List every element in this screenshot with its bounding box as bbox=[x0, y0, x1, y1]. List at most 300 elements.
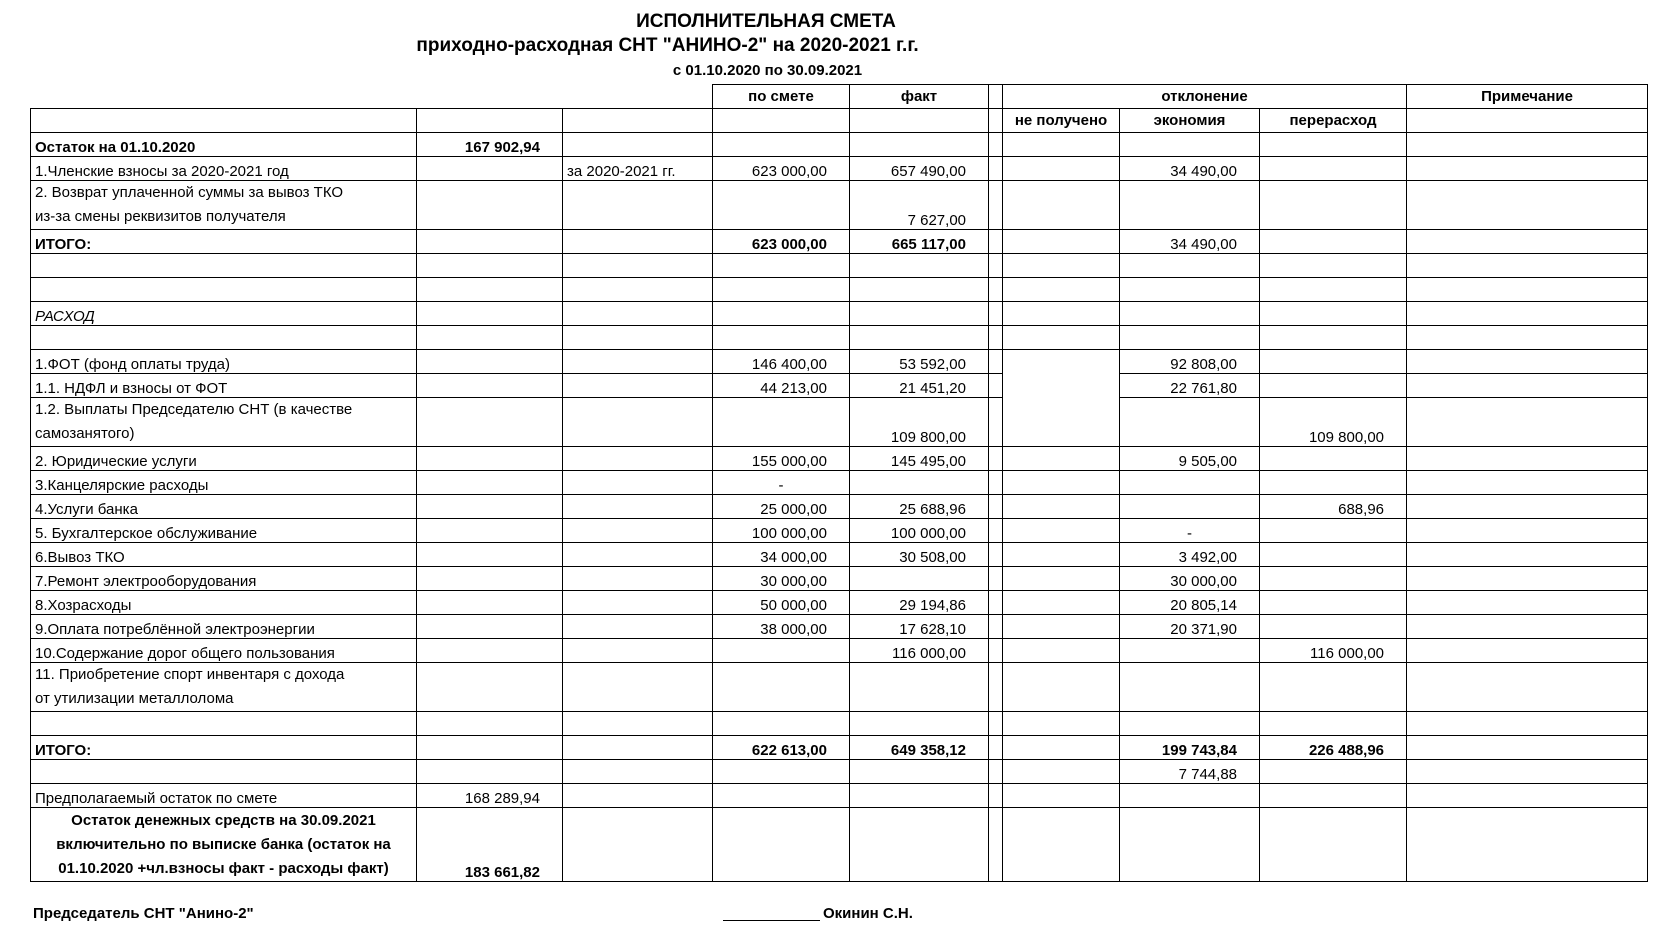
header-row-2 bbox=[31, 109, 1648, 133]
table-row bbox=[31, 447, 1648, 471]
row-label bbox=[31, 398, 417, 447]
expense-total-overrun: 226 488,96 bbox=[1260, 736, 1407, 760]
row-overrun bbox=[1260, 567, 1407, 591]
cell bbox=[1003, 495, 1120, 519]
cell bbox=[563, 109, 713, 133]
table-row bbox=[31, 615, 1648, 639]
row-label: 5. Бухгалтерское обслуживание bbox=[31, 519, 417, 543]
row-savings bbox=[1120, 398, 1260, 447]
col-overrun-header: перерасход bbox=[1260, 109, 1407, 133]
row-plan: - bbox=[713, 471, 850, 495]
cell bbox=[1120, 254, 1260, 278]
cell bbox=[850, 109, 989, 133]
table-row bbox=[31, 639, 1648, 663]
row-label: 9.Оплата потреблённой электроэнергии bbox=[31, 615, 417, 639]
cell bbox=[417, 591, 563, 615]
row-overrun bbox=[1260, 350, 1407, 374]
cell bbox=[1003, 230, 1120, 254]
row-plan: 623 000,00 bbox=[713, 157, 850, 181]
row-fact: 100 000,00 bbox=[850, 519, 989, 543]
income-total-savings: 34 490,00 bbox=[1120, 230, 1260, 254]
opening-balance-label: Остаток на 01.10.2020 bbox=[31, 133, 417, 157]
cell bbox=[31, 278, 417, 302]
row-overrun bbox=[1260, 374, 1407, 398]
cell bbox=[563, 278, 713, 302]
cell bbox=[417, 374, 563, 398]
cell bbox=[1407, 519, 1648, 543]
cell bbox=[850, 808, 989, 882]
cell bbox=[1003, 447, 1120, 471]
row-plan: 155 000,00 bbox=[713, 447, 850, 471]
projected-balance-amount: 168 289,94 bbox=[417, 784, 563, 808]
table-row bbox=[31, 398, 1648, 447]
table-row bbox=[31, 567, 1648, 591]
row-plan bbox=[713, 663, 850, 712]
cell bbox=[1407, 398, 1648, 447]
row-plan: 30 000,00 bbox=[713, 567, 850, 591]
gap-cell bbox=[989, 374, 1003, 398]
row-label-line: 2. Возврат уплаченной суммы за вывоз ТКО bbox=[35, 184, 344, 201]
cell bbox=[1120, 181, 1260, 230]
row-plan: 25 000,00 bbox=[713, 495, 850, 519]
gap-cell bbox=[989, 712, 1003, 736]
cell bbox=[1003, 350, 1120, 374]
projected-balance-row bbox=[31, 784, 1648, 808]
cell bbox=[850, 302, 989, 326]
cell bbox=[713, 808, 850, 882]
cell bbox=[563, 663, 713, 712]
cell bbox=[417, 398, 563, 447]
row-savings: - bbox=[1120, 519, 1260, 543]
cell bbox=[1407, 254, 1648, 278]
cell bbox=[563, 495, 713, 519]
cell bbox=[713, 181, 850, 230]
cell bbox=[1407, 663, 1648, 712]
row-label bbox=[31, 181, 417, 230]
cell bbox=[1260, 784, 1407, 808]
cell bbox=[1407, 181, 1648, 230]
cell bbox=[563, 591, 713, 615]
cell bbox=[417, 615, 563, 639]
row-fact bbox=[850, 567, 989, 591]
cell bbox=[1120, 784, 1260, 808]
row-overrun bbox=[1260, 471, 1407, 495]
cell bbox=[417, 254, 563, 278]
gap-cell bbox=[989, 254, 1003, 278]
cell bbox=[563, 254, 713, 278]
row-plan: 34 000,00 bbox=[713, 543, 850, 567]
cell bbox=[1407, 374, 1648, 398]
row-fact: 25 688,96 bbox=[850, 495, 989, 519]
estimate-table bbox=[30, 84, 1648, 882]
cell bbox=[563, 230, 713, 254]
expense-total-row bbox=[31, 736, 1648, 760]
cell bbox=[713, 760, 850, 784]
row-label: 6.Вывоз ТКО bbox=[31, 543, 417, 567]
blank-row bbox=[31, 712, 1648, 736]
cell bbox=[563, 808, 713, 882]
cell bbox=[563, 447, 713, 471]
cell bbox=[1407, 326, 1648, 350]
cell bbox=[1407, 109, 1648, 133]
income-total-label: ИТОГО: bbox=[31, 230, 417, 254]
row-savings: 9 505,00 bbox=[1120, 447, 1260, 471]
row-savings bbox=[1120, 495, 1260, 519]
cell bbox=[417, 278, 563, 302]
cell bbox=[1407, 543, 1648, 567]
cell bbox=[1120, 278, 1260, 302]
row-label: 10.Содержание дорог общего пользования bbox=[31, 639, 417, 663]
gap-cell bbox=[989, 736, 1003, 760]
cell bbox=[1260, 230, 1407, 254]
cell bbox=[417, 85, 563, 109]
row-label: 1.1. НДФЛ и взносы от ФОТ bbox=[31, 374, 417, 398]
document-period: с 01.10.2020 по 30.09.2021 bbox=[672, 62, 863, 79]
cell bbox=[1120, 712, 1260, 736]
gap-cell bbox=[989, 302, 1003, 326]
cell bbox=[417, 350, 563, 374]
cell bbox=[1260, 302, 1407, 326]
cell bbox=[417, 230, 563, 254]
cell bbox=[850, 760, 989, 784]
table-row bbox=[31, 471, 1648, 495]
cell bbox=[417, 543, 563, 567]
row-label: 3.Канцелярские расходы bbox=[31, 471, 417, 495]
cell bbox=[1003, 567, 1120, 591]
col-fact-header: факт bbox=[850, 85, 989, 109]
blank-row bbox=[31, 326, 1648, 350]
cell bbox=[1003, 471, 1120, 495]
cell bbox=[1407, 278, 1648, 302]
cell bbox=[1407, 591, 1648, 615]
row-plan bbox=[713, 639, 850, 663]
cell bbox=[417, 109, 563, 133]
cell bbox=[563, 133, 713, 157]
row-overrun bbox=[1260, 591, 1407, 615]
row-overrun bbox=[1260, 615, 1407, 639]
expense-section-row bbox=[31, 302, 1648, 326]
row-overrun bbox=[1260, 543, 1407, 567]
gap-cell bbox=[989, 181, 1003, 230]
gap-cell bbox=[989, 760, 1003, 784]
cell bbox=[1260, 808, 1407, 882]
cell bbox=[713, 302, 850, 326]
col-savings-header: экономия bbox=[1120, 109, 1260, 133]
table-row bbox=[31, 591, 1648, 615]
row-savings: 92 808,00 bbox=[1120, 350, 1260, 374]
cell bbox=[1120, 133, 1260, 157]
cell bbox=[1407, 760, 1648, 784]
gap-cell bbox=[989, 495, 1003, 519]
gap-cell bbox=[989, 639, 1003, 663]
cell bbox=[1260, 157, 1407, 181]
cell bbox=[850, 278, 989, 302]
cell bbox=[417, 157, 563, 181]
row-label-line: 11. Приобретение спорт инвентаря с дохода bbox=[35, 666, 345, 683]
gap-cell bbox=[989, 543, 1003, 567]
expense-total-savings: 199 743,84 bbox=[1120, 736, 1260, 760]
row-plan: 44 213,00 bbox=[713, 374, 850, 398]
row-label: 1.Членские взносы за 2020-2021 год bbox=[31, 157, 417, 181]
income-total-fact: 665 117,00 bbox=[850, 230, 989, 254]
document-title: ИСПОЛНИТЕЛЬНАЯ СМЕТА bbox=[636, 11, 896, 32]
expense-total-plan: 622 613,00 bbox=[713, 736, 850, 760]
cell bbox=[1407, 784, 1648, 808]
cell bbox=[1407, 350, 1648, 374]
cell bbox=[417, 639, 563, 663]
gap-cell bbox=[989, 398, 1003, 447]
cell bbox=[1003, 663, 1120, 712]
row-fact: 17 628,10 bbox=[850, 615, 989, 639]
cell bbox=[1003, 374, 1120, 398]
cell bbox=[1003, 278, 1120, 302]
gap-cell bbox=[989, 447, 1003, 471]
row-fact bbox=[850, 471, 989, 495]
cell bbox=[1260, 278, 1407, 302]
cell bbox=[1003, 760, 1120, 784]
cell bbox=[713, 712, 850, 736]
cell bbox=[417, 567, 563, 591]
cell bbox=[31, 326, 417, 350]
cell bbox=[31, 85, 417, 109]
cell bbox=[1407, 230, 1648, 254]
cell bbox=[1407, 639, 1648, 663]
row-savings: 22 761,80 bbox=[1120, 374, 1260, 398]
row-label: 7.Ремонт электрооборудования bbox=[31, 567, 417, 591]
closing-balance-row bbox=[31, 808, 1648, 882]
cell bbox=[850, 254, 989, 278]
row-fact: 29 194,86 bbox=[850, 591, 989, 615]
gap-cell bbox=[989, 350, 1003, 374]
cell bbox=[1407, 712, 1648, 736]
cell bbox=[417, 519, 563, 543]
gap-cell bbox=[989, 278, 1003, 302]
row-savings: 20 805,14 bbox=[1120, 591, 1260, 615]
cell bbox=[563, 374, 713, 398]
col-deviation-header: отклонение bbox=[1003, 85, 1407, 109]
cell bbox=[417, 302, 563, 326]
cell bbox=[563, 85, 713, 109]
gap-cell bbox=[989, 109, 1003, 133]
net-savings-value: 7 744,88 bbox=[1120, 760, 1260, 784]
signature-line bbox=[723, 906, 820, 921]
cell bbox=[1003, 736, 1120, 760]
row-overrun bbox=[1260, 519, 1407, 543]
table-row bbox=[31, 495, 1648, 519]
gap-cell bbox=[989, 663, 1003, 712]
signature-role: Председатель СНТ "Анино-2" bbox=[33, 905, 254, 922]
cell bbox=[417, 760, 563, 784]
cell bbox=[713, 133, 850, 157]
gap-cell bbox=[989, 519, 1003, 543]
table-row bbox=[31, 519, 1648, 543]
cell bbox=[1260, 133, 1407, 157]
cell bbox=[417, 326, 563, 350]
expense-total-fact: 649 358,12 bbox=[850, 736, 989, 760]
cell bbox=[1003, 591, 1120, 615]
cell bbox=[850, 712, 989, 736]
cell bbox=[417, 736, 563, 760]
signature-name: Окинин С.Н. bbox=[823, 905, 913, 922]
row-fact: 145 495,00 bbox=[850, 447, 989, 471]
net-savings-row bbox=[31, 760, 1648, 784]
cell bbox=[1003, 543, 1120, 567]
row-plan: 38 000,00 bbox=[713, 615, 850, 639]
cell bbox=[713, 784, 850, 808]
gap-cell bbox=[989, 591, 1003, 615]
row-plan: 100 000,00 bbox=[713, 519, 850, 543]
cell bbox=[31, 712, 417, 736]
cell bbox=[417, 712, 563, 736]
cell bbox=[713, 326, 850, 350]
cell bbox=[1003, 326, 1120, 350]
cell bbox=[1407, 615, 1648, 639]
opening-balance-row bbox=[31, 133, 1648, 157]
row-period: за 2020-2021 гг. bbox=[563, 157, 713, 181]
cell bbox=[563, 326, 713, 350]
expense-total-label: ИТОГО: bbox=[31, 736, 417, 760]
row-fact: 109 800,00 bbox=[850, 398, 989, 447]
cell bbox=[1003, 808, 1120, 882]
row-label bbox=[31, 663, 417, 712]
closing-balance-amount: 183 661,82 bbox=[417, 808, 563, 882]
row-label: 1.ФОТ (фонд оплаты труда) bbox=[31, 350, 417, 374]
gap-cell bbox=[989, 326, 1003, 350]
row-label-line: от утилизации металлолома bbox=[35, 690, 234, 707]
row-fact: 657 490,00 bbox=[850, 157, 989, 181]
cell bbox=[563, 760, 713, 784]
cell bbox=[1120, 326, 1260, 350]
cell bbox=[1003, 784, 1120, 808]
row-label-line: самозанятого) bbox=[35, 425, 135, 442]
row-overrun: 116 000,00 bbox=[1260, 639, 1407, 663]
document-subtitle: приходно-расходная СНТ "АНИНО-2" на 2020-2021 г.г. bbox=[416, 35, 919, 56]
row-label: 4.Услуги банка bbox=[31, 495, 417, 519]
cell bbox=[1003, 181, 1120, 230]
cell bbox=[1003, 615, 1120, 639]
cell bbox=[1407, 471, 1648, 495]
gap-cell bbox=[989, 471, 1003, 495]
cell bbox=[1407, 133, 1648, 157]
table-row bbox=[31, 543, 1648, 567]
blank-row bbox=[31, 278, 1648, 302]
cell bbox=[1407, 447, 1648, 471]
row-savings: 30 000,00 bbox=[1120, 567, 1260, 591]
cell bbox=[1260, 326, 1407, 350]
row-overrun: 688,96 bbox=[1260, 495, 1407, 519]
gap-cell bbox=[989, 615, 1003, 639]
cell bbox=[563, 615, 713, 639]
row-label-line: 1.2. Выплаты Председателю СНТ (в качестве bbox=[35, 401, 353, 418]
cell bbox=[1003, 398, 1120, 447]
row-savings bbox=[1120, 471, 1260, 495]
row-savings bbox=[1120, 663, 1260, 712]
cell bbox=[563, 398, 713, 447]
cell bbox=[1260, 712, 1407, 736]
row-fact bbox=[850, 663, 989, 712]
cell bbox=[31, 760, 417, 784]
cell bbox=[1003, 639, 1120, 663]
cell bbox=[1407, 495, 1648, 519]
expense-section-label: РАСХОД bbox=[31, 302, 417, 326]
row-fact: 53 592,00 bbox=[850, 350, 989, 374]
row-overrun: 109 800,00 bbox=[1260, 398, 1407, 447]
row-label: 2. Юридические услуги bbox=[31, 447, 417, 471]
cell bbox=[563, 181, 713, 230]
cell bbox=[713, 254, 850, 278]
row-label: 8.Хозрасходы bbox=[31, 591, 417, 615]
cell bbox=[713, 278, 850, 302]
opening-balance-amount: 167 902,94 bbox=[417, 133, 563, 157]
gap-cell bbox=[989, 157, 1003, 181]
cell bbox=[417, 495, 563, 519]
closing-balance-label: Остаток денежных средств на 30.09.2021 включительно по выписке банка (остаток на 01.10.2020 +чл.взносы факт - расходы факт) bbox=[31, 808, 417, 882]
cell bbox=[417, 471, 563, 495]
gap-cell bbox=[989, 85, 1003, 109]
income-total-row bbox=[31, 230, 1648, 254]
col-note-header: Примечание bbox=[1407, 85, 1648, 109]
row-savings: 3 492,00 bbox=[1120, 543, 1260, 567]
cell bbox=[563, 736, 713, 760]
cell bbox=[1003, 133, 1120, 157]
row-fact: 30 508,00 bbox=[850, 543, 989, 567]
gap-cell bbox=[989, 808, 1003, 882]
cell bbox=[563, 519, 713, 543]
cell bbox=[713, 109, 850, 133]
cell bbox=[417, 663, 563, 712]
cell bbox=[31, 254, 417, 278]
row-savings: 34 490,00 bbox=[1120, 157, 1260, 181]
cell bbox=[1407, 157, 1648, 181]
cell bbox=[1407, 808, 1648, 882]
cell bbox=[1260, 254, 1407, 278]
table-row bbox=[31, 157, 1648, 181]
row-plan: 146 400,00 bbox=[713, 350, 850, 374]
cell bbox=[1260, 181, 1407, 230]
cell bbox=[563, 784, 713, 808]
cell bbox=[563, 639, 713, 663]
blank-row bbox=[31, 254, 1648, 278]
row-overrun bbox=[1260, 663, 1407, 712]
row-plan: 50 000,00 bbox=[713, 591, 850, 615]
cell bbox=[1260, 760, 1407, 784]
header-row-1 bbox=[31, 85, 1648, 109]
cell bbox=[563, 471, 713, 495]
col-not-received-header: не получено bbox=[1003, 109, 1120, 133]
gap-cell bbox=[989, 784, 1003, 808]
row-fact: 7 627,00 bbox=[850, 181, 989, 230]
cell bbox=[1003, 519, 1120, 543]
cell bbox=[417, 447, 563, 471]
cell bbox=[563, 543, 713, 567]
row-fact: 21 451,20 bbox=[850, 374, 989, 398]
table-row bbox=[31, 181, 1648, 230]
gap-cell bbox=[989, 133, 1003, 157]
row-savings: 20 371,90 bbox=[1120, 615, 1260, 639]
cell bbox=[850, 133, 989, 157]
cell bbox=[850, 326, 989, 350]
cell bbox=[850, 784, 989, 808]
gap-cell bbox=[989, 230, 1003, 254]
cell bbox=[1407, 567, 1648, 591]
row-savings bbox=[1120, 639, 1260, 663]
cell bbox=[563, 712, 713, 736]
cell bbox=[1003, 302, 1120, 326]
cell bbox=[1407, 302, 1648, 326]
table-row bbox=[31, 663, 1648, 712]
cell bbox=[31, 109, 417, 133]
cell bbox=[1120, 808, 1260, 882]
